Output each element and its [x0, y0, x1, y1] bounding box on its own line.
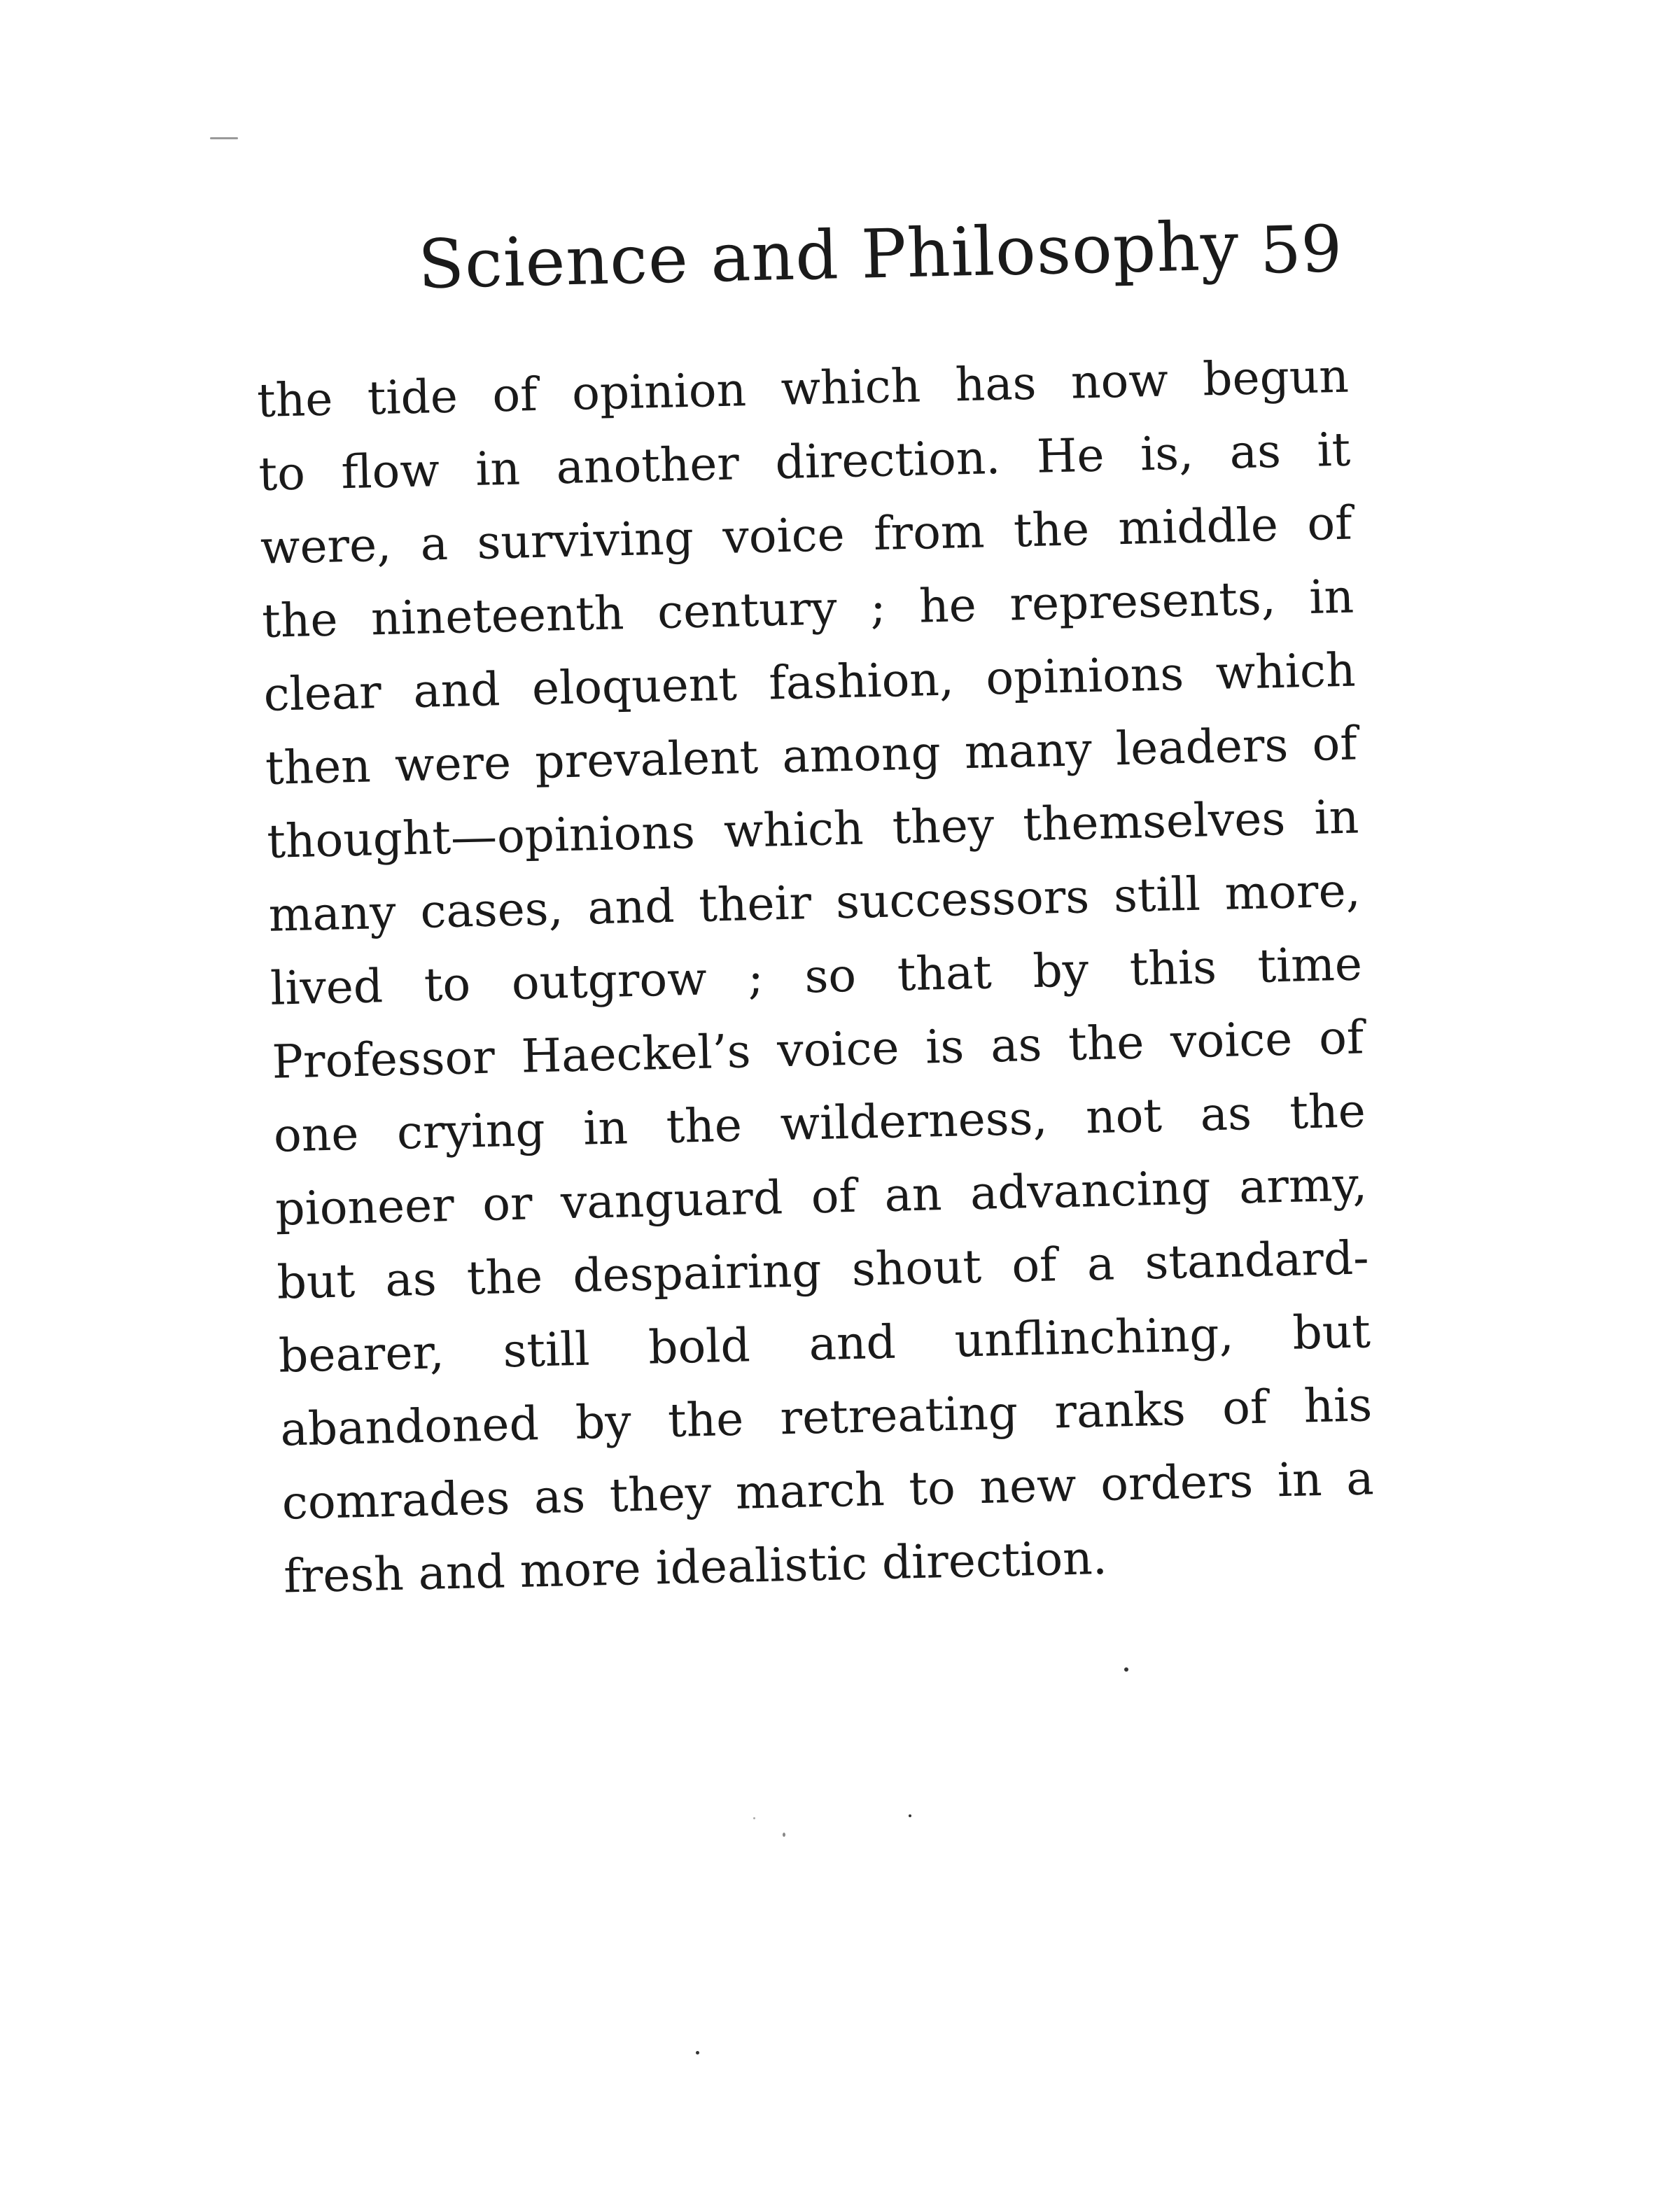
running-title: Science and Philosophy	[417, 206, 1240, 304]
text-line: comrades as they march to new orders in a	[281, 1451, 1375, 1530]
text-line: fresh and more idealistic direction.	[283, 1530, 1108, 1604]
text-line: bearer, still bold and unflinching, but	[278, 1304, 1371, 1383]
text-line: the tide of opinion which has now begun	[256, 349, 1350, 428]
scan-speck	[696, 2051, 699, 2054]
running-head	[417, 204, 1343, 323]
body-text	[256, 340, 1376, 1614]
scan-speck	[1124, 1667, 1128, 1672]
text-line: abandoned by the retreating ranks of his	[279, 1378, 1373, 1457]
text-line: one crying in the wilderness, not as the	[273, 1084, 1366, 1163]
text-line: pioneer or vanguard of an advancing army,	[274, 1157, 1368, 1236]
text-line: Professor Haeckel’s voice is as the voice of	[271, 1010, 1365, 1089]
scan-speck	[753, 1817, 755, 1819]
text-line: to flow in another direction. He is, as it	[258, 422, 1352, 501]
text-line: but as the despairing shout of a standard-	[276, 1231, 1370, 1310]
scan-speck	[210, 137, 238, 139]
text-line: the nineteenth century ; he represents, in	[261, 569, 1354, 648]
text-line: clear and eloquent fashion, opinions which	[262, 643, 1357, 722]
text-line: lived to outgrow ; so that by this time	[270, 937, 1363, 1016]
text-line: then were prevalent among many leaders of	[265, 716, 1358, 795]
page-number: 59	[1259, 211, 1343, 288]
scan-speck	[783, 1833, 785, 1837]
text-line: many cases, and their successors still more,	[267, 863, 1362, 942]
text-line: thought—opinions which they themselves in	[266, 790, 1359, 869]
text-line: were, a surviving voice from the middle of	[260, 496, 1353, 575]
scan-speck	[909, 1814, 911, 1817]
